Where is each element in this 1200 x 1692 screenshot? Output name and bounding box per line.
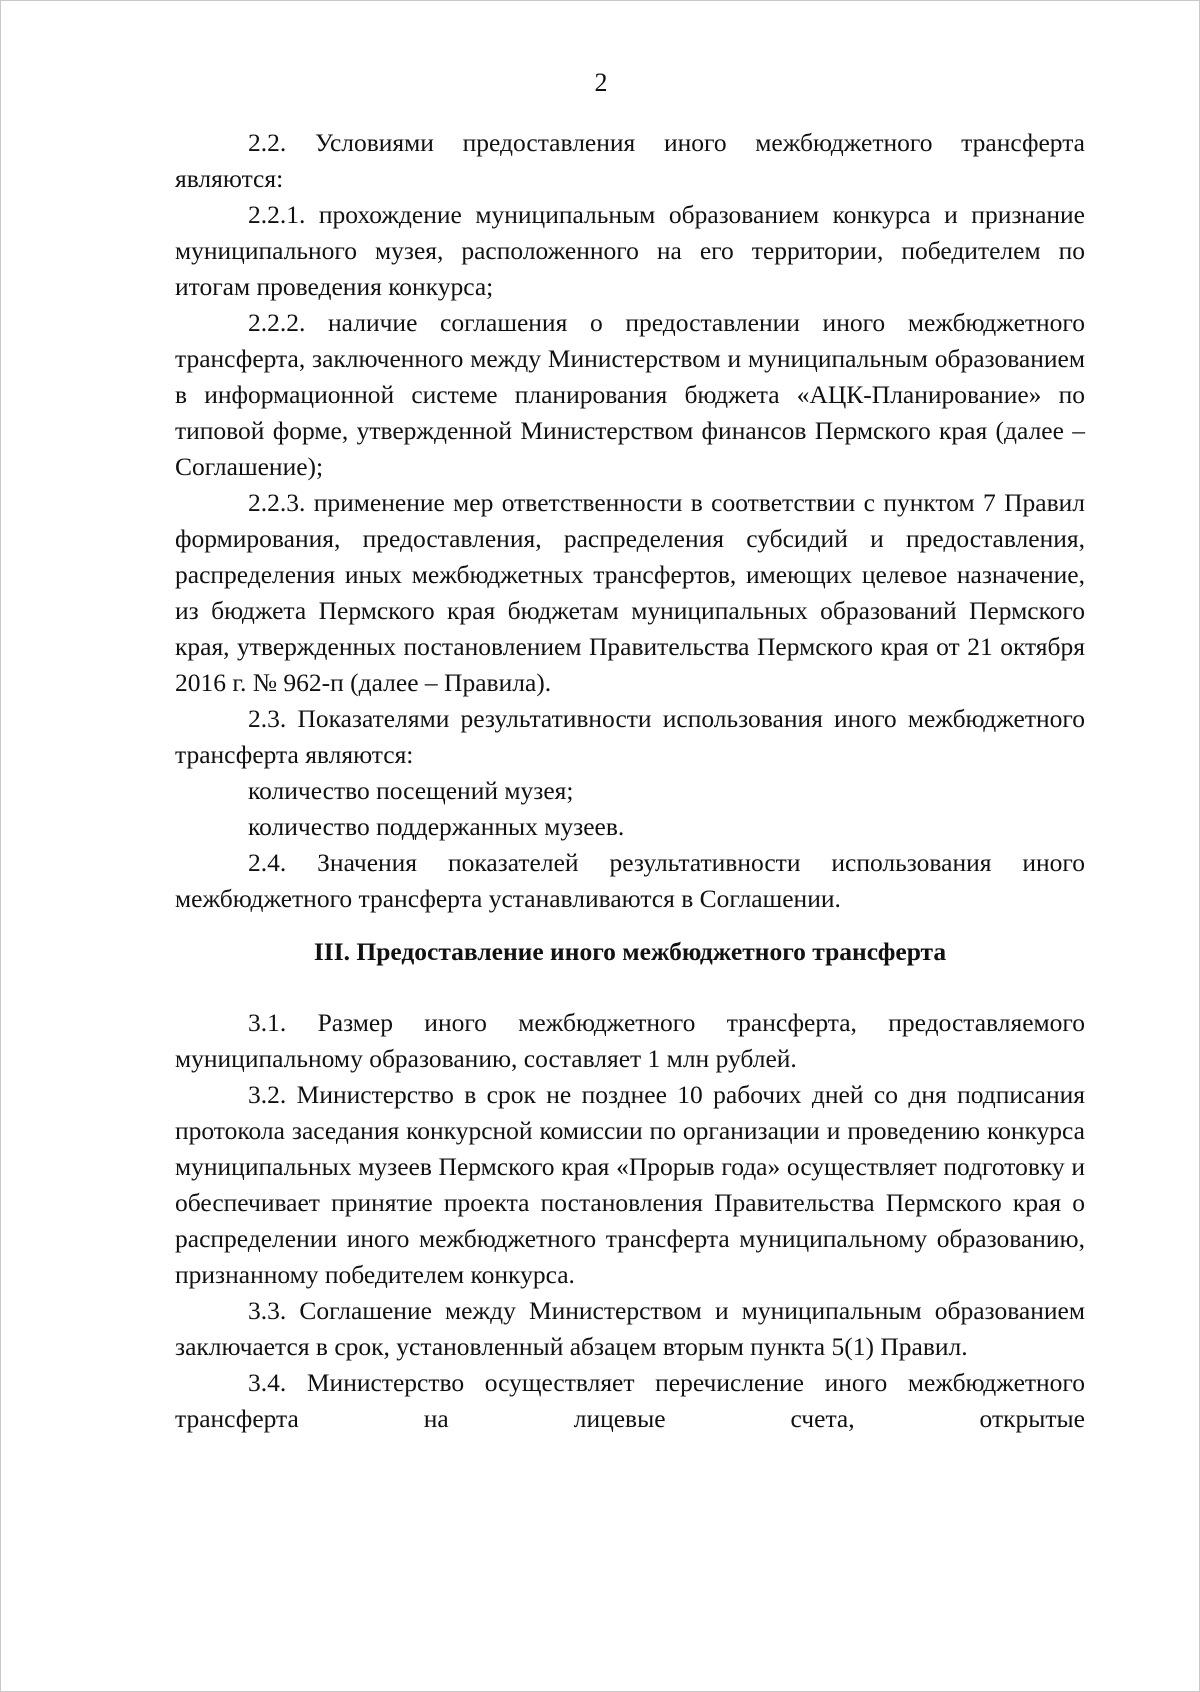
paragraph-3-3: 3.3. Соглашение между Министерством и муниципальным образованием заключается в срок, установленный абзацем вторым пункта 5(1) Правил. [175, 1296, 1085, 1361]
document-body [175, 125, 1085, 1437]
paragraph-2-2-1: 2.2.1. прохождение муниципальным образованием конкурса и признание муниципального музея, расположенного на его территории, победителем по итогам проведения конкурса; [175, 200, 1085, 301]
paragraph-2-2: 2.2. Условиями предоставления иного межбюджетного трансферта являются: [175, 128, 1085, 193]
paragraph-2-2-3: 2.2.3. применение мер ответственности в соответствии с пунктом 7 Правил формирования, предоставления, распределения субсидий и предоставления, распределения иных межбюджетных трансфертов, имеющих целевое назначение, из бюджета Пермского края бюджетам муниципальных образований Пермского края, утвержденных постановлением Правительства Пермского края от 21 октября 2016 г. № 962-п (далее – Правила). [175, 488, 1085, 697]
indicator-museum-visits: количество посещений музея; [248, 776, 574, 805]
indicator-supported-museums: количество поддержанных музеев. [248, 812, 625, 841]
paragraph-2-4: 2.4. Значения показателей результативности использования иного межбюджетного трансферта устанавливаются в Соглашении. [175, 848, 1085, 913]
paragraph-3-4: 3.4. Министерство осуществляет перечисление иного межбюджетного трансферта на лицевые счета, открытые [175, 1368, 1085, 1433]
section-heading: III. Предоставление иного межбюджетного трансферта [313, 937, 947, 966]
paragraph-2-2-2: 2.2.2. наличие соглашения о предоставлении иного межбюджетного трансферта, заключенного между Министерством и муниципальным образованием в информационной системе планирования бюджета «АЦК-Планирование» по типовой форме, утвержденной Министерством финансов Пермского края (далее – Соглашение); [175, 308, 1085, 481]
page-number: 2 [594, 68, 608, 97]
paragraph-3-1: 3.1. Размер иного межбюджетного трансферта, предоставляемого муниципальному образованию, составляет 1 млн рублей. [175, 1008, 1085, 1073]
paragraph-2-3: 2.3. Показателями результативности использования иного межбюджетного трансферта являются: [175, 704, 1085, 769]
paragraph-3-2: 3.2. Министерство в срок не позднее 10 рабочих дней со дня подписания протокола заседания конкурсной комиссии по организации и проведению конкурса муниципальных музеев Пермского края «Прорыв года» осуществляет подготовку и обеспечивает принятие проекта постановления Правительства Пермского края о распределении иного межбюджетного трансферта муниципальному образованию, признанному победителем конкурса. [175, 1080, 1085, 1289]
